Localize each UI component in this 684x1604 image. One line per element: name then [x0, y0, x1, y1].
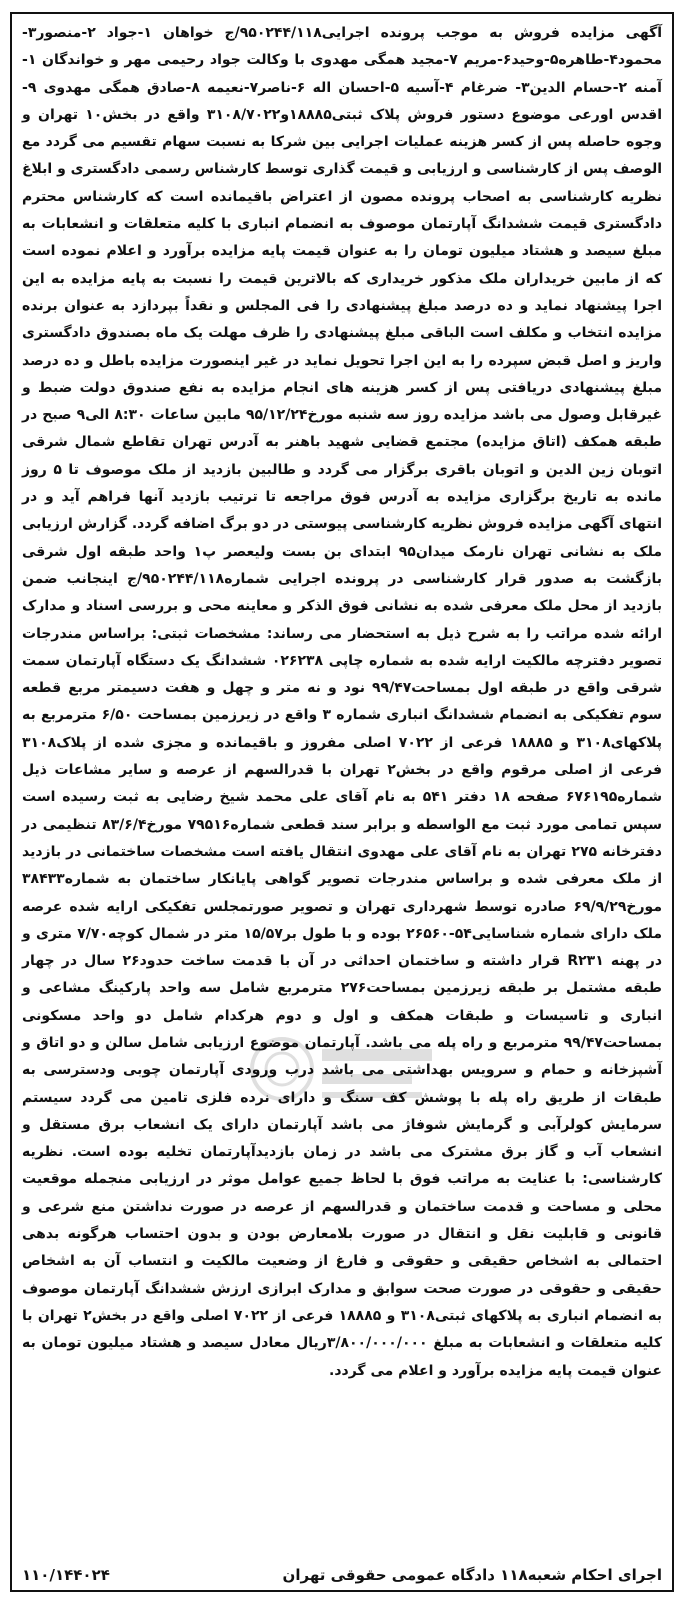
issuing-authority: اجرای احکام شعبه۱۱۸ دادگاه عمومی حقوقی تهران [282, 1566, 662, 1584]
notice-reference-number: ۱۱۰/۱۴۴۰۲۴ [22, 1566, 110, 1584]
notice-footer [22, 1566, 662, 1584]
notice-body-text: آگهی مزایده فروش به موجب پرونده اجرایی۹۵۰۲۴۴/۱۱۸/ج خواهان ۱-جواد ۲-منصور۳-محمود۴-طاهره۵-وحید۶-مریم ۷-مجید همگی مهدوی با وکالت جواد رحیمی مهر و خواندگان ۱-آمنه ۲-حسام الدین۳- ضرغام ۴-آسیه ۵-احسان اله ۶-ناصر۷-نعیمه ۸-صادق همگی مهدوی ۹-اقدس اورعی موضوع دستور فروش پلاک ثبتی۱۸۸۸۵و۳۱۰۸/۷۰۲۲ واقع در بخش۱۰ تهران و وجوه حاصله پس از کسر هزینه عملیات اجرایی بین شرکا به نسبت سهام تقسیم می گردد مع الوصف پس از کارشناسی و ارزیابی و قیمت گذاری توسط کارشناس رسمی دادگستری و ابلاغ نظریه کارشناسی به اصحاب پرونده مصون از اعتراض باقیمانده است که کارشناس محترم دادگستری قیمت ششدانگ آپارتمان موصوف به انضمام انباری با کلیه متعلقات و انشعابات به مبلغ سیصد و هشتاد میلیون تومان را به عنوان قیمت پایه مزایده برآورد و اعلام نموده است که از مابین خریداران ملک مذکور خریداری که بالاترین قیمت را نسبت به پایه مزایده به این اجرا پیشنهاد نماید و ده درصد مبلغ پیشنهادی را فی المجلس و نقداً بپردازد به عنوان برنده مزایده انتخاب و مکلف است الباقی مبلغ پیشنهادی را ظرف مهلت یک ماه بصندوق دادگستری واریز و اصل قبض سپرده را به این اجرا تحویل نماید در غیر اینصورت مزایده باطل و ده درصد مبلغ پیشنهادی دریافتی پس از کسر هزینه های انجام مزایده به نفع صندوق دولت ضبط و غیرقابل وصول می باشد مزایده روز سه شنبه مورخ۹۵/۱۲/۲۴ مابین ساعات ۸:۳۰ الی۹ صبح در طبقه همکف (اتاق مزایده) مجتمع قضایی شهید باهنر به آدرس تهران تقاطع شمال شرقی اتوبان زین الدین و اتوبان باقری برگزار می گردد و طالبین بازدید از ملک موصوف تا ۵ روز مانده به تاریخ برگزاری مزایده به آدرس فوق مراجعه تا ترتیب بازدید آنها فراهم آید و در انتهای آگهی مزایده فروش نظریه کارشناسی پیوستی در دو برگ اضافه گردد. گزارش ارزیابی ملک به نشانی تهران نارمک میدان۹۵ ابتدای بن بست ولیعصر پ۱ واحد طبقه اول شرقی بازگشت به صدور قرار کارشناسی در پرونده اجرایی شماره۹۵۰۲۴۴/۱۱۸/ج اینجانب ضمن بازدید از محل ملک معرفی شده به نشانی فوق الذکر و معاینه محی و بررسی اسناد و مدارک ارائه شده مراتب را به شرح ذیل به استحضار می رساند: مشخصات ثبتی: براساس مندرجات تصویر دفترچه مالکیت ارایه شده به شماره چاپی ۰۲۶۲۳۸ ششدانگ یک دستگاه آپارتمان سمت شرقی واقع در طبقه اول بمساحت۹۹/۴۷ نود و نه متر و چهل و هفت دسیمتر مربع قطعه سوم تفکیکی به انضمام ششدانگ انباری شماره ۳ واقع در زیرزمین بمساحت ۶/۵۰ مترمربع به پلاکهای۳۱۰۸ و ۱۸۸۸۵ فرعی از ۷۰۲۲ اصلی مفروز و باقیمانده و مجزی شده از پلاک۳۱۰۸ فرعی از اصلی مرقوم واقع در بخش۲ تهران با قدرالسهم از عرصه و سایر مشاعات ذیل شماره۶۷۶۱۹۵ صفحه ۱۸ دفتر ۵۴۱ به نام آقای علی محمد شیخ رضایی به ثبت رسیده است سپس تمامی مورد ثبت مع الواسطه و برابر سند قطعی شماره۷۹۵۱۶ مورخ۸۳/۶/۴ تنظیمی در دفترخانه ۲۷۵ تهران به نام آقای علی مهدوی انتقال یافته است مشخصات ساختمانی در بازدید از ملک معرفی شده و براساس مندرجات تصویر گواهی پایانکار ساختمان به شماره۳۸۴۳۳ مورخ۶۹/۹/۲۹ صادره توسط شهرداری تهران و تصویر صورتمجلس تفکیکی ارایه شده عرصه ملک دارای شماره شناسایی۵۴-۲۶۵۶۰ بوده و با طول بر۱۵/۵۷ متر در شمال کوچه۷/۷۰ متری و در پهنه R۲۳۱ قرار داشته و ساختمان احداثی در آن با قدمت ساخت حدود۲۶ سال در چهار طبقه مشتمل بر طبقه زیرزمین بمساحت۲۷۶ مترمربع شامل سه واحد پارکینگ مشاعی و انباری و تاسیسات و طبقات همکف و اول و دوم هرکدام شامل دو واحد مسکونی بمساحت۹۹/۴۷ مترمربع و راه پله می باشد. آپارتمان موضوع ارزیابی شامل سالن و دو اتاق و آشپزخانه و حمام و سرویس بهداشتی می باشد درب ورودی آپارتمان چوبی ودسترسی به طبقات از طریق راه پله با پوشش کف سنگ و دارای نرده فلزی تامین می گردد سیستم سرمایش کولرآبی و گرمایش شوفاژ می باشد آپارتمان دارای یک انشعاب برق مستقل و انشعاب آب و گاز برق مشترک می باشد در زمان بازدیدآپارتمان تخلیه بوده است. نظریه کارشناسی: با عنایت به مراتب فوق با لحاظ جمیع عوامل موثر در ارزیابی منجمله موقعیت محلی و مساحت و قدمت ساختمان و قدرالسهم از عرصه در صورت نداشتن منع شرعی و قانونی و قابلیت نقل و انتقال در صورت بلامعارض بودن و بدون احتساب هرگونه بدهی احتمالی به اشخاص حقیقی و حقوقی و فارغ از وضعیت مالکیت و انتساب آن به اشخاص حقیقی و حقوقی در صورت صحت سوابق و مدارک ابرازی ارزش ششدانگ آپارتمان موصوف به انضمام انباری به پلاکهای ثبتی۳۱۰۸ و ۱۸۸۸۵ فرعی از ۷۰۲۲ اصلی واقع در بخش۲ تهران با کلیه متعلقات و انشعابات به مبلغ ۳/۸۰۰/۰۰۰/۰۰۰ریال معادل سیصد و هشتاد میلیون تومان به عنوان قیمت پایه مزایده برآورد و اعلام می گردد. [21, 25, 663, 1379]
auction-notice [10, 12, 674, 1592]
